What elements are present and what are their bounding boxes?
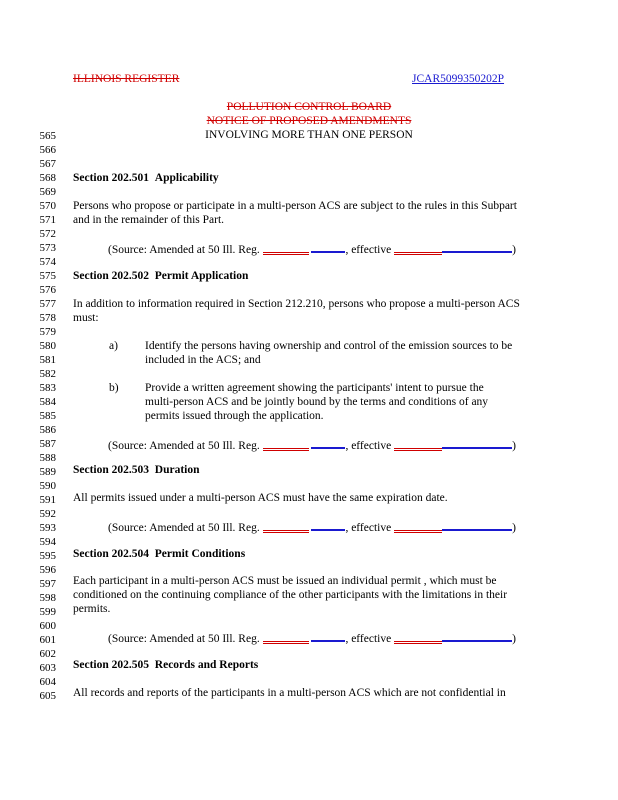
inserted-blank bbox=[442, 630, 512, 642]
line-number: 568 bbox=[39, 172, 56, 184]
source-note bbox=[108, 630, 516, 646]
line-number: 570 bbox=[39, 200, 56, 212]
source-effective: , effective bbox=[345, 633, 395, 645]
line-number: 593 bbox=[39, 522, 56, 534]
section-heading bbox=[73, 547, 245, 561]
source-close: ) bbox=[512, 440, 516, 452]
deleted-blank bbox=[394, 438, 442, 449]
line-number: 592 bbox=[39, 508, 56, 520]
line-number: 569 bbox=[39, 186, 56, 198]
line-number: 603 bbox=[39, 662, 56, 674]
source-prefix: (Source: Amended at 50 Ill. Reg. bbox=[108, 522, 263, 534]
section-heading bbox=[73, 658, 258, 672]
item-text: permits issued through the application. bbox=[145, 410, 324, 422]
line-number: 583 bbox=[39, 382, 56, 394]
line-number: 588 bbox=[39, 452, 56, 464]
deleted-blank bbox=[263, 520, 309, 531]
section-title: Records and Reports bbox=[154, 659, 259, 671]
section-title: Duration bbox=[154, 464, 200, 476]
paragraph-line: All records and reports of the participants in a multi-person ACS which are not confidential in bbox=[73, 687, 506, 699]
item-text: included in the ACS; and bbox=[145, 354, 261, 366]
inserted-blank bbox=[311, 241, 345, 253]
line-number: 599 bbox=[39, 606, 56, 618]
line-number: 594 bbox=[39, 536, 56, 548]
inserted-blank bbox=[311, 630, 345, 642]
source-prefix: (Source: Amended at 50 Ill. Reg. bbox=[108, 244, 263, 256]
section-number: Section 202.504 bbox=[73, 548, 150, 560]
section-heading bbox=[73, 171, 219, 185]
line-number: 575 bbox=[39, 270, 56, 282]
paragraph-line: must: bbox=[73, 312, 99, 324]
inserted-blank bbox=[311, 519, 345, 531]
source-prefix: (Source: Amended at 50 Ill. Reg. bbox=[108, 440, 263, 452]
source-close: ) bbox=[512, 244, 516, 256]
item-text: multi-person ACS and be jointly bound by the terms and conditions of any bbox=[145, 396, 489, 408]
line-number: 589 bbox=[39, 466, 56, 478]
section-heading bbox=[73, 269, 248, 283]
source-prefix: (Source: Amended at 50 Ill. Reg. bbox=[108, 633, 263, 645]
source-note bbox=[108, 437, 516, 453]
item-label: a) bbox=[109, 340, 118, 352]
notice-title: NOTICE OF PROPOSED AMENDMENTS bbox=[206, 115, 412, 127]
section-number: Section 202.501 bbox=[73, 172, 150, 184]
line-number: 579 bbox=[39, 326, 56, 338]
line-number: 566 bbox=[39, 144, 56, 156]
section-title: Applicability bbox=[154, 172, 219, 184]
line-number: 605 bbox=[39, 690, 56, 702]
paragraph-line: In addition to information required in Section 212.210, persons who propose a multi-person ACS bbox=[73, 298, 520, 310]
involving-title: INVOLVING MORE THAN ONE PERSON bbox=[205, 129, 413, 141]
section-number: Section 202.502 bbox=[73, 270, 150, 282]
section-heading bbox=[73, 463, 200, 477]
deleted-blank bbox=[263, 438, 309, 449]
line-number: 577 bbox=[39, 298, 56, 310]
section-number: Section 202.503 bbox=[73, 464, 150, 476]
item-text: Provide a written agreement showing the participants' intent to pursue the bbox=[145, 382, 484, 394]
line-number: 585 bbox=[39, 410, 56, 422]
line-number: 576 bbox=[39, 284, 56, 296]
source-close: ) bbox=[512, 522, 516, 534]
line-number: 567 bbox=[39, 158, 56, 170]
line-number: 572 bbox=[39, 228, 56, 240]
board-name: POLLUTION CONTROL BOARD bbox=[226, 101, 392, 113]
paragraph-line: conditioned on the continuing compliance of the other participants with the limitations in their bbox=[73, 589, 508, 601]
source-effective: , effective bbox=[345, 244, 395, 256]
source-close: ) bbox=[512, 633, 516, 645]
line-number: 573 bbox=[39, 242, 56, 254]
inserted-blank bbox=[442, 519, 512, 531]
illinois-register-header: ILLINOIS REGISTER bbox=[73, 73, 180, 85]
section-number: Section 202.505 bbox=[73, 659, 150, 671]
line-number: 604 bbox=[39, 676, 56, 688]
line-number: 584 bbox=[39, 396, 56, 408]
paragraph-line: Each participant in a multi-person ACS must be issued an individual permit , which must be bbox=[73, 575, 497, 587]
inserted-blank bbox=[442, 437, 512, 449]
line-number: 597 bbox=[39, 578, 56, 590]
deleted-blank bbox=[394, 520, 442, 531]
line-number: 598 bbox=[39, 592, 56, 604]
source-effective: , effective bbox=[345, 440, 395, 452]
source-effective: , effective bbox=[345, 522, 395, 534]
line-number: 601 bbox=[39, 634, 56, 646]
line-number: 582 bbox=[39, 368, 56, 380]
paragraph-line: All permits issued under a multi-person ACS must have the same expiration date. bbox=[73, 492, 448, 504]
section-title: Permit Conditions bbox=[154, 548, 246, 560]
deleted-blank bbox=[394, 242, 442, 253]
line-number: 571 bbox=[39, 214, 56, 226]
source-note bbox=[108, 241, 516, 257]
deleted-blank bbox=[263, 242, 309, 253]
item-text: Identify the persons having ownership and control of the emission sources to be bbox=[145, 340, 513, 352]
line-number: 580 bbox=[39, 340, 56, 352]
line-number: 586 bbox=[39, 424, 56, 436]
line-number: 591 bbox=[39, 494, 56, 506]
line-number: 581 bbox=[39, 354, 56, 366]
line-number: 595 bbox=[39, 550, 56, 562]
paragraph-line: and in the remainder of this Part. bbox=[73, 214, 225, 226]
jcar-code: JCAR5099350202P bbox=[412, 73, 505, 85]
paragraph-line: Persons who propose or participate in a multi-person ACS are subject to the rules in this Subpart bbox=[73, 200, 517, 212]
line-number: 590 bbox=[39, 480, 56, 492]
line-number: 587 bbox=[39, 438, 56, 450]
line-number: 565 bbox=[39, 130, 56, 142]
inserted-blank bbox=[442, 241, 512, 253]
paragraph-line: permits. bbox=[73, 603, 111, 615]
line-number: 600 bbox=[39, 620, 56, 632]
deleted-blank bbox=[394, 631, 442, 642]
section-title: Permit Application bbox=[154, 270, 249, 282]
deleted-blank bbox=[263, 631, 309, 642]
line-number: 602 bbox=[39, 648, 56, 660]
line-number: 596 bbox=[39, 564, 56, 576]
line-number: 574 bbox=[39, 256, 56, 268]
source-note bbox=[108, 519, 516, 535]
line-number: 578 bbox=[39, 312, 56, 324]
inserted-blank bbox=[311, 437, 345, 449]
item-label: b) bbox=[109, 382, 119, 394]
